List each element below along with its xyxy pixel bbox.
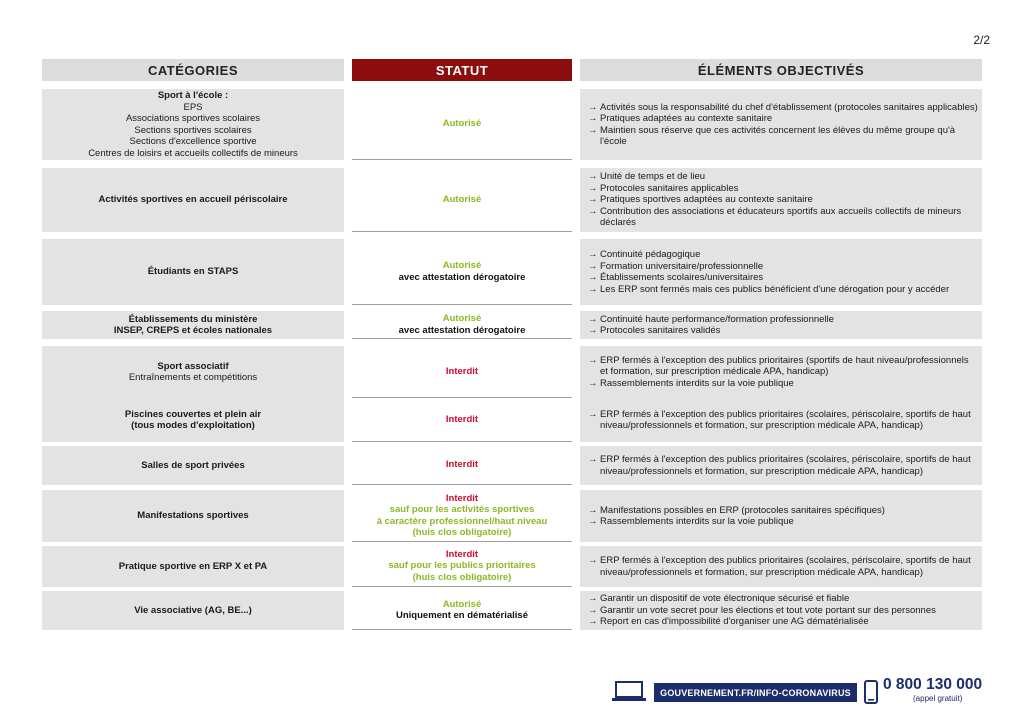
element-text: Les ERP sont fermés mais ces publics bénéficient d'une dérogation pour y accéder [600, 283, 950, 295]
element-bullet [588, 314, 982, 326]
elements-cell [580, 446, 982, 485]
arrow-right-icon: → [588, 593, 598, 605]
category-subitem: Entraînements et compétitions [128, 372, 258, 383]
arrow-right-icon: → [588, 377, 598, 389]
table-row [42, 591, 982, 630]
header-status: STATUT [352, 59, 572, 81]
status-text: Autorisé [442, 260, 482, 271]
category-title: Étudiants en STAPS [147, 266, 239, 278]
elements-cell [580, 89, 982, 160]
category-title: Sport associatif [157, 360, 229, 372]
category-cell [42, 398, 344, 442]
arrow-right-icon: → [588, 504, 598, 516]
category-title-line: (tous modes d'exploitation) [131, 420, 255, 431]
element-text: Manifestations possibles en ERP (protocoles sanitaires spécifiques) [600, 504, 885, 516]
element-bullet [588, 516, 982, 528]
category-cell [42, 89, 344, 160]
table-row [42, 311, 982, 339]
status-text: Autorisé [442, 193, 482, 205]
elements-cell [580, 239, 982, 305]
laptop-icon [612, 681, 646, 701]
arrow-right-icon: → [588, 604, 598, 616]
arrow-right-icon: → [588, 313, 598, 325]
element-bullet [588, 272, 982, 284]
category-title: Piscines couvertes et plein air [124, 408, 262, 420]
table-row [42, 398, 982, 442]
element-text: Continuité haute performance/formation professionnelle [600, 313, 834, 325]
element-bullet [588, 325, 982, 337]
element-bullet [588, 616, 982, 628]
arrow-right-icon: → [588, 283, 598, 295]
arrow-right-icon: → [588, 249, 598, 260]
element-text: Protocoles sanitaires validés [600, 325, 721, 336]
info-url: GOUVERNEMENT.FR/INFO-CORONAVIRUS [654, 683, 857, 702]
element-bullet [588, 409, 982, 432]
category-title-line: INSEP, CREPS et écoles nationales [113, 325, 273, 336]
element-text: Contribution des associations et éducateurs sportifs aux accueils collectifs de mineurs déclarés [600, 205, 962, 229]
phone-icon [864, 680, 878, 704]
elements-cell [580, 311, 982, 339]
status-cell [352, 490, 572, 542]
arrow-right-icon: → [588, 354, 598, 366]
header-elements: ÉLÉMENTS OBJECTIVÉS [580, 59, 982, 81]
table-row [42, 490, 982, 542]
arrow-right-icon: → [588, 101, 598, 113]
status-cell [352, 591, 572, 630]
element-bullet [588, 171, 982, 183]
element-text: ERP fermés à l'exception des publics prioritaires (scolaires, périscolaire, sportifs de haut niveau/professionnels et formation, sur prescription médicale APA, handicap) [600, 454, 971, 477]
element-text: Établissements scolaires/universitaires [600, 272, 764, 283]
arrow-right-icon: → [588, 516, 598, 527]
element-text: Protocoles sanitaires applicables [600, 182, 739, 194]
status-cell [352, 398, 572, 442]
element-text: ERP fermés à l'exception des publics prioritaires (sportifs de haut niveau/professionnels et formation, sur prescription médicale APA, handicap) [600, 354, 969, 378]
status-cell [352, 446, 572, 485]
table-row [42, 168, 982, 232]
category-subitem: Sections d'excellence sportive [129, 136, 257, 147]
status-cell [352, 168, 572, 232]
element-bullet [588, 593, 982, 605]
table-row [42, 89, 982, 160]
table-row [42, 346, 982, 398]
arrow-right-icon: → [588, 171, 598, 183]
status-text: à caractère professionnel/haut niveau [376, 515, 548, 527]
arrow-right-icon: → [588, 194, 598, 206]
element-text: ERP fermés à l'exception des publics prioritaires (scolaires, périscolaire, sportifs de haut niveau/professionnels et formation, sur prescription médicale APA, handicap) [600, 408, 971, 431]
arrow-right-icon: → [588, 272, 598, 283]
category-title: Manifestations sportives [137, 510, 249, 522]
page-number: 2/2 [973, 33, 990, 47]
phone-note: (appel gratuit) [913, 694, 963, 703]
status-text: Interdit [445, 413, 479, 425]
category-cell [42, 490, 344, 542]
elements-cell [580, 168, 982, 232]
category-title: Salles de sport privées [141, 459, 245, 471]
category-title: Pratique sportive en ERP X et PA [118, 560, 268, 572]
category-cell [42, 346, 344, 398]
element-bullet [588, 206, 982, 229]
elements-cell [580, 346, 982, 398]
arrow-right-icon: → [588, 182, 598, 194]
arrow-right-icon: → [588, 260, 598, 272]
status-text: Autorisé [442, 313, 482, 324]
status-cell [352, 89, 572, 160]
status-text: Autorisé [442, 118, 482, 130]
category-cell [42, 311, 344, 339]
category-cell [42, 591, 344, 630]
element-bullet [588, 183, 982, 195]
status-text: avec attestation dérogatoire [398, 271, 526, 283]
category-cell [42, 546, 344, 587]
element-text: Report en cas d'impossibilité d'organiser une AG dématérialisée [600, 616, 869, 628]
element-text: Pratiques sportives adaptées au contexte sanitaire [600, 194, 813, 206]
element-text: Activités sous la responsabilité du chef d'établissement (protocoles sanitaires applicables) [600, 101, 978, 113]
element-text: Rassemblements interdits sur la voie publique [600, 516, 794, 527]
category-cell [42, 168, 344, 232]
element-bullet [588, 284, 982, 296]
category-subitem: Associations sportives scolaires [125, 113, 261, 124]
element-text: ERP fermés à l'exception des publics prioritaires (scolaires, périscolaire, sportifs de haut niveau/professionnels et formation, sur prescription médicale APA, handicap) [600, 555, 971, 578]
arrow-right-icon: → [588, 616, 598, 628]
category-title: Activités sportives en accueil périscolaire [98, 194, 288, 206]
arrow-right-icon: → [588, 555, 598, 566]
element-bullet [588, 194, 982, 206]
status-cell [352, 346, 572, 398]
arrow-right-icon: → [588, 454, 598, 465]
status-text: avec attestation dérogatoire [398, 324, 526, 336]
header-categories: CATÉGORIES [42, 59, 344, 81]
status-text: sauf pour les activités sportives [389, 504, 535, 515]
arrow-right-icon: → [588, 113, 598, 124]
category-cell [42, 446, 344, 485]
element-bullet [588, 555, 982, 578]
category-subitem: Sections sportives scolaires [134, 124, 252, 136]
elements-cell [580, 398, 982, 442]
category-title: Sport à l'école : [157, 90, 229, 101]
element-bullet [588, 454, 982, 477]
element-text: Formation universitaire/professionnelle [600, 260, 764, 272]
element-bullet [588, 249, 982, 261]
elements-cell [580, 546, 982, 587]
table-row [42, 239, 982, 305]
category-title: Établissements du ministère [128, 313, 258, 325]
status-cell [352, 311, 572, 339]
element-text: Maintien sous réserve que ces activités concernent les élèves du même groupe qu'à l'école [600, 124, 956, 147]
element-text: Continuité pédagogique [600, 249, 701, 260]
elements-cell [580, 591, 982, 630]
status-cell [352, 546, 572, 587]
category-cell [42, 239, 344, 305]
element-text: Rassemblements interdits sur la voie publique [600, 377, 794, 389]
element-bullet [588, 261, 982, 273]
arrow-right-icon: → [588, 205, 598, 217]
category-title: Vie associative (AG, BE...) [134, 604, 252, 616]
status-text: Interdit [445, 459, 479, 471]
category-subitem: Centres de loisirs et accueils collectifs de mineurs [88, 147, 298, 159]
status-text: Autorisé [442, 598, 482, 610]
element-bullet [588, 102, 982, 114]
element-text: Pratiques adaptées au contexte sanitaire [600, 113, 773, 124]
element-text: Unité de temps et de lieu [600, 171, 706, 183]
category-subitem: EPS [183, 101, 203, 113]
status-text: Interdit [445, 548, 479, 560]
status-text: sauf pour les publics prioritaires [388, 560, 536, 572]
element-text: Garantir un vote secret pour les élections et tout vote portant sur des personnes [600, 604, 936, 616]
element-bullet [588, 113, 982, 125]
status-text: (huis clos obligatoire) [412, 527, 512, 538]
element-text: Garantir un dispositif de vote électronique sécurisé et fiable [600, 593, 850, 605]
arrow-right-icon: → [588, 124, 598, 136]
status-text: Uniquement en dématérialisé [396, 610, 528, 621]
status-text: Interdit [445, 492, 479, 504]
element-bullet [588, 605, 982, 617]
status-text: (huis clos obligatoire) [412, 571, 512, 583]
phone-number: 0 800 130 000 [883, 676, 983, 693]
element-bullet [588, 355, 982, 378]
table-row [42, 546, 982, 587]
element-bullet [588, 378, 982, 390]
arrow-right-icon: → [588, 325, 598, 336]
table-row [42, 446, 982, 485]
status-text: Interdit [445, 365, 479, 377]
elements-cell [580, 490, 982, 542]
element-bullet [588, 505, 982, 517]
element-bullet [588, 125, 982, 148]
arrow-right-icon: → [588, 408, 598, 420]
status-cell [352, 239, 572, 305]
